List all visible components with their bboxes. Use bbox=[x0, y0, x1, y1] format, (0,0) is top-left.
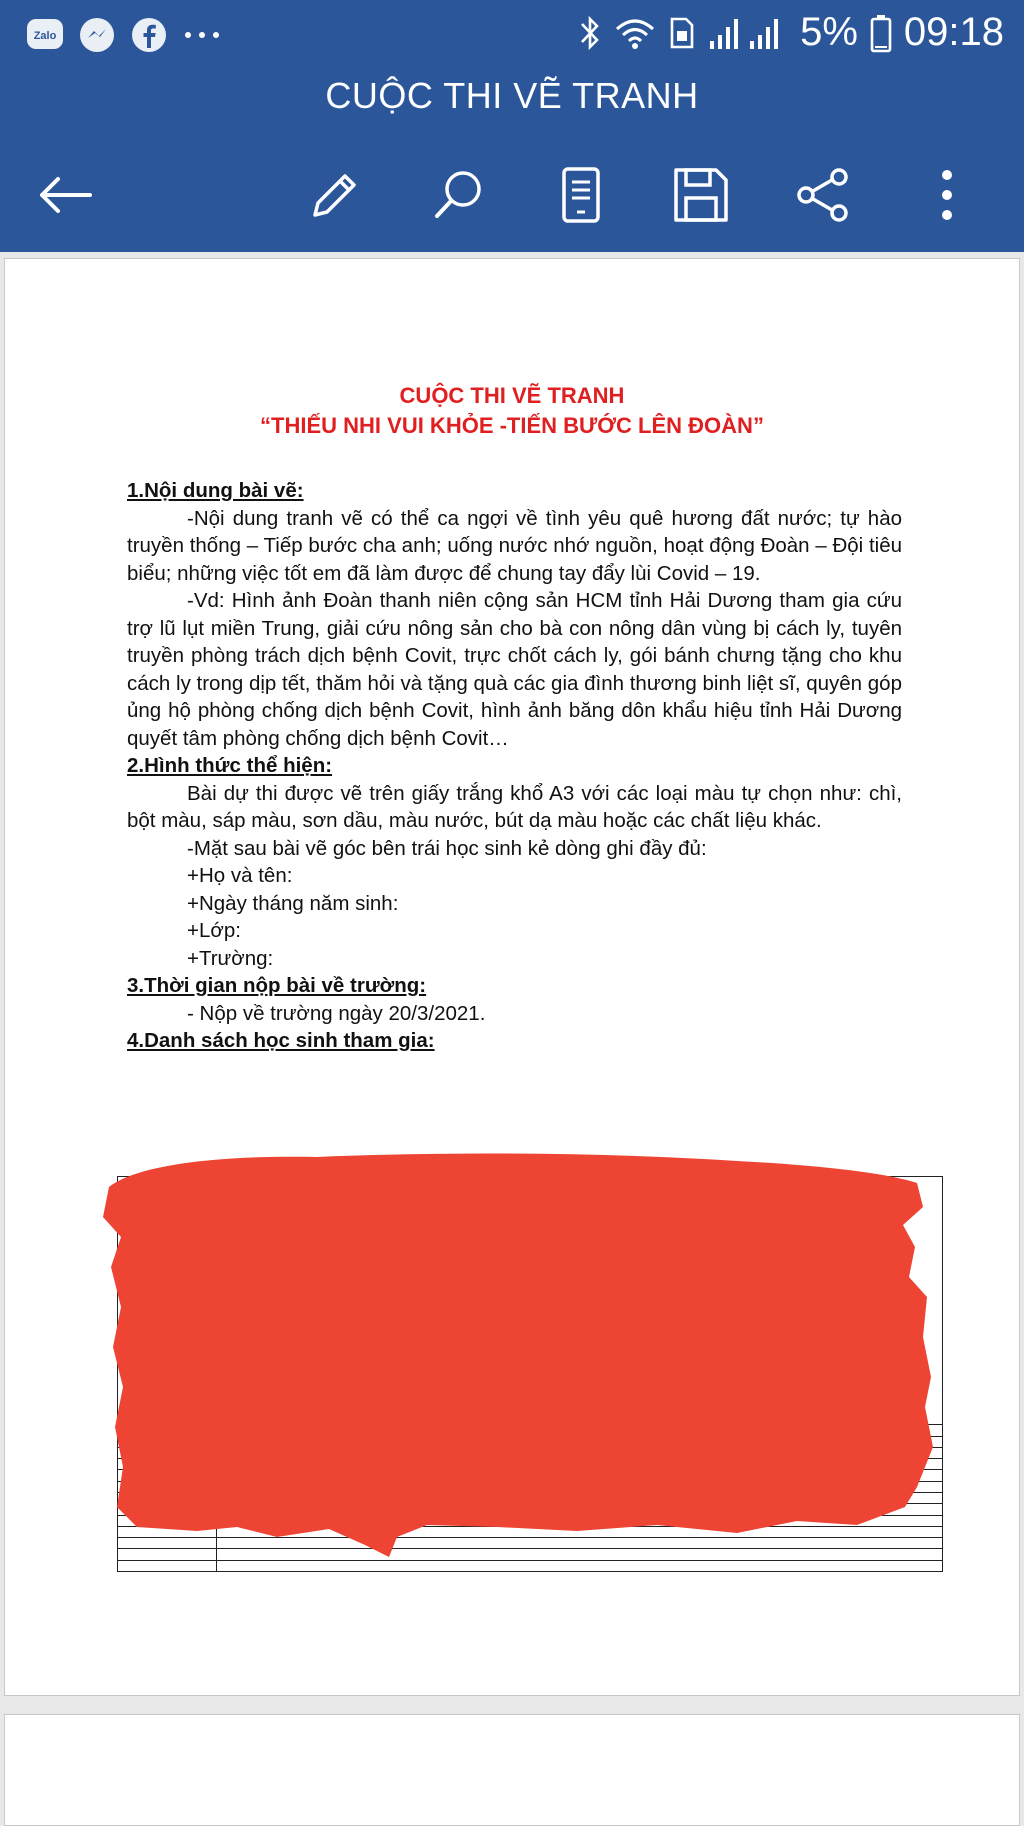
save-button[interactable] bbox=[666, 162, 736, 232]
more-dots-icon bbox=[182, 29, 222, 41]
doc-title-line1: CUỘC THI VẼ TRANH bbox=[399, 383, 625, 408]
bluetooth-icon bbox=[578, 13, 602, 53]
section2-line4: +Lớp: bbox=[187, 919, 241, 942]
more-options-button[interactable] bbox=[912, 162, 982, 232]
section2-paragraph1: Bài dự thi được vẽ trên giấy trắng khổ A3 với các loại màu tự chọn như: chì, bột màu, sáp màu, sơn dầu, màu nước, bút dạ màu hoặc các chất liệu khác. bbox=[127, 781, 902, 832]
share-icon bbox=[794, 166, 852, 229]
clock: 09:18 bbox=[903, 10, 1004, 54]
share-button[interactable] bbox=[788, 162, 858, 232]
section2-line3: +Ngày tháng năm sinh: bbox=[187, 891, 399, 915]
section3-heading: 3.Thời gian nộp bài về trường: bbox=[127, 974, 427, 997]
section2-line5: +Trường: bbox=[187, 946, 274, 970]
zalo-text: Zalo bbox=[33, 30, 57, 42]
save-icon bbox=[672, 166, 730, 229]
document-title-header: CUỘC THI VẼ TRANH bbox=[325, 75, 699, 116]
toolbar bbox=[0, 150, 1024, 240]
status-bar bbox=[0, 0, 1024, 74]
section2-heading: 2.Hình thức thể hiện: bbox=[127, 754, 333, 777]
back-button[interactable] bbox=[30, 162, 100, 232]
document-body bbox=[127, 477, 902, 1055]
sim-icon bbox=[668, 13, 696, 53]
section1-paragraph1: -Nội dung tranh vẽ có thể ca ngợi về tình yêu quê hương đất nước; tự hào truyền thống – Tiếp bước cha anh; uống nước nhớ nguồn, hoạt động Đoàn – Đội tiêu biểu; những việc tốt em đã làm được để chung tay đẩy lùi Covid – 19. bbox=[127, 506, 902, 585]
section2-line2: +Họ và tên: bbox=[187, 864, 293, 887]
document-page-2[interactable] bbox=[4, 1714, 1020, 1826]
wifi-icon bbox=[614, 13, 656, 53]
search-icon bbox=[430, 166, 488, 229]
facebook-icon bbox=[130, 16, 168, 54]
messenger-icon bbox=[78, 16, 116, 54]
redaction-scribble bbox=[97, 1147, 957, 1577]
section1-paragraph2: -Vd: Hình ảnh Đoàn thanh niên cộng sản HCM tỉnh Hải Dương tham gia cứu trợ lũ lụt miền Trung, giải cứu nông sản cho bà con nông dân vùng bị cách ly, tuyên truyền phòng trách dịch bệnh Covit, trực chốt cách ly, gói bánh chưng tặng cho khu cách ly trong dịp tết, thăm hỏi và tặng quà các gia đình thương binh liệt sĩ, quyên góp ủng hộ phòng chống dịch bệnh Covit, hình ảnh băng dôn khẩu hiệu tỉnh Hải Dương quyết tâm phòng chống dịch bệnh Covit… bbox=[127, 589, 902, 750]
section1-heading: 1.Nội dung bài vẽ: bbox=[127, 479, 304, 502]
back-arrow-icon bbox=[36, 175, 94, 220]
battery-percentage: 5% bbox=[800, 10, 858, 54]
section3-line1: - Nộp về trường ngày 20/3/2021. bbox=[187, 1001, 486, 1025]
reading-view-icon bbox=[559, 166, 603, 229]
section4-heading: 4.Danh sách học sinh tham gia: bbox=[127, 1029, 435, 1052]
edit-button[interactable] bbox=[300, 162, 370, 232]
reading-view-button[interactable] bbox=[546, 162, 616, 232]
pencil-icon bbox=[307, 167, 363, 228]
signal-icon bbox=[708, 13, 788, 53]
battery-icon bbox=[870, 13, 892, 53]
search-button[interactable] bbox=[424, 162, 494, 232]
more-vertical-icon bbox=[939, 167, 955, 228]
doc-title-line2: “THIẾU NHI VUI KHỎE -TIẾN BƯỚC LÊN ĐOÀN” bbox=[260, 413, 764, 438]
zalo-icon bbox=[26, 18, 64, 52]
app-header bbox=[0, 0, 1024, 252]
document-page[interactable] bbox=[4, 258, 1020, 1696]
section2-line1: -Mặt sau bài vẽ góc bên trái học sinh kẻ dòng ghi đầy đủ: bbox=[187, 836, 707, 860]
